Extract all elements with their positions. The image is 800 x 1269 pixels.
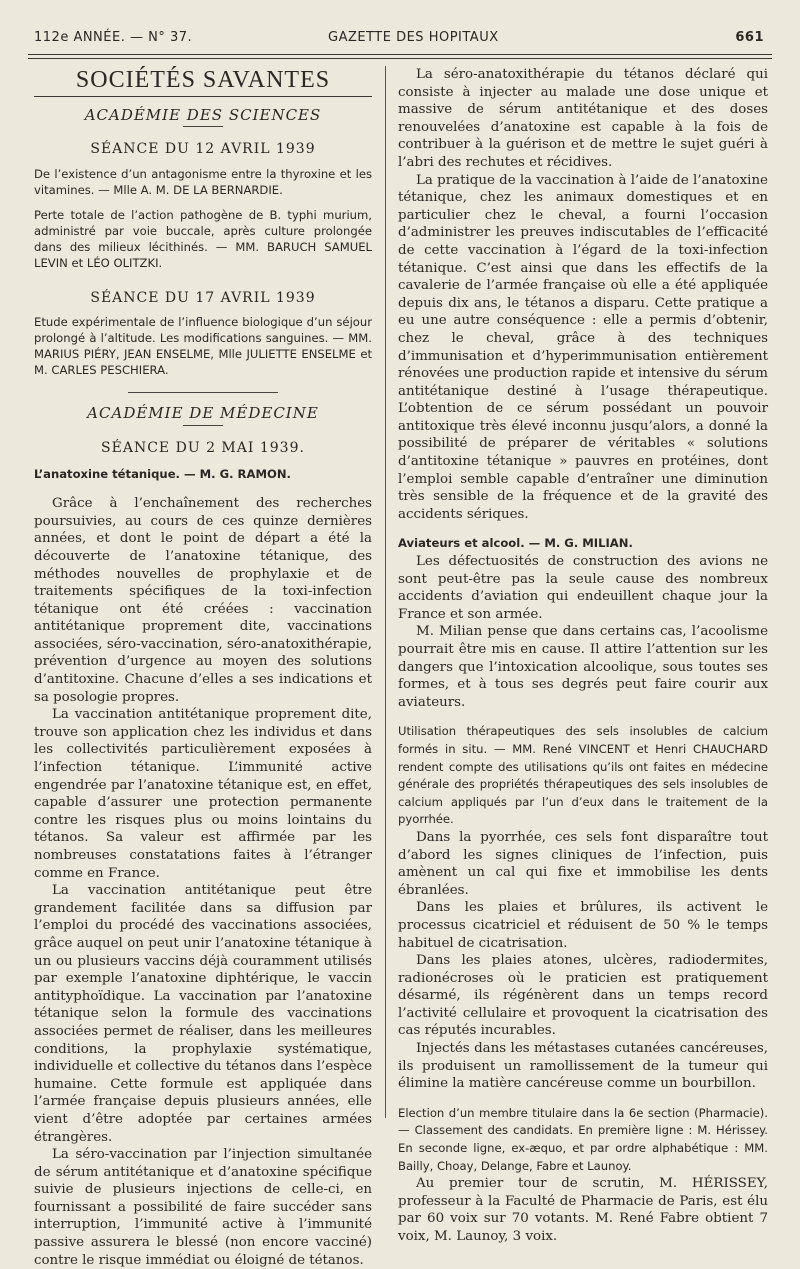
header-rule bbox=[28, 54, 772, 55]
left-paragraph-3: La vaccination antitétanique peut être grandement facilitée dans sa diffusion par l’emploi du procédé des vaccinations associées, grâce auquel on peut unir l’anatoxine tétanique à un ou plusieurs vaccins déjà couramment utilisés par exemple l’anatoxine diphtérique, le vaccin antityphoïdique. La vaccination par l’anatoxine tétanique selon la formule des vaccinations associées permet de réaliser, dans les meilleures conditions, la prophylaxie systématique, individuelle et collective du tétanos dans l’espèce humaine. Cette formule est appliquée dans l’armée française depuis plusieurs années, elle vient d’être adoptée par certaines armées étrangères. bbox=[34, 883, 372, 1145]
right-paragraph-4: M. Milian pense que dans certains cas, l’acoolisme pourrait être mis en cause. Il attire l’attention sur les dangers que l’intoxication alcoolique, sous toutes ses formes, et à tous ses degrés peut faire courir aux aviateurs. bbox=[398, 624, 768, 710]
running-header bbox=[28, 30, 772, 52]
left-column bbox=[34, 66, 372, 1269]
column-divider bbox=[385, 66, 386, 1118]
right-paragraph-7: Dans les plaies atones, ulcères, radiodermites, radionécroses où le praticien est pratiquement désarmé, ils régénèrent dans un temps record l’activité cellulaire et provoquent la cicatrisation des cas réputés incurables. bbox=[398, 953, 768, 1039]
academy-medecine-heading: ACADÉMIE DE MÉDECINE bbox=[87, 404, 319, 423]
ramon-heading: L’anatoxine tétanique. — M. G. RAMON. bbox=[34, 466, 291, 481]
communication-1: De l’existence d’un antagonisme entre la thyroxine et les vitamines. — Mlle A. M. DE LA BERNARDIE. bbox=[34, 166, 372, 197]
election-paragraph: Election d’un membre titulaire dans la 6e section (Pharmacie). — Classement des candidats. En première ligne : M. Hérissey. En seconde ligne, ex-æquo, et par ordre alphabétique : MM. Bailly, Choay, Delange, Fabre et Launoy. bbox=[398, 1105, 768, 1173]
section-title: SOCIÉTÉS SAVANTES bbox=[75, 67, 331, 93]
right-paragraph-6: Dans les plaies et brûlures, ils activent le processus cicatriciel et réduisent de 50 % le temps habituel de cicatrisation. bbox=[398, 900, 768, 951]
seance-heading-2: SÉANCE DU 17 AVRIL 1939 bbox=[90, 289, 316, 306]
right-paragraph-8: Injectés dans les métastases cutanées cancéreuses, ils produisent un ramollissement de la tumeur qui élimine la matière cancéreuse comme un bourbillon. bbox=[398, 1041, 768, 1092]
seance-heading-3: SÉANCE DU 2 MAI 1939. bbox=[101, 439, 305, 456]
left-paragraph-1: Grâce à l’enchaînement des recherches poursuivies, au cours de ces quinze dernières années, et dont le point de départ a été la découverte de l’anatoxine tétanique, des méthodes nouvelles de prophylaxie et de traitements spécifiques de la toxi-infection tétanique ont été créées : vaccination antitétanique proprement dite, vaccinations associées, séro-vaccination, séro-anatoxithérapie, prévention d’urgence au moyen des solutions d’antitoxine. Chacune d’elles a ses indications et sa posologie propres. bbox=[34, 496, 372, 705]
header-rule-2 bbox=[28, 58, 772, 59]
left-paragraph-2: La vaccination antitétanique proprement dite, trouve son application chez les individus et dans les collectivités particulièrement exposées à l’infection tétanique. L’immunité active engendrée par l’anatoxine tétanique est, en effet, capable d’assurer une protection permanente contre les risques plus ou moins lointains du tétanos. Sa valeur est affirmée par les nombreuses constatations faites à l’étranger comme en France. bbox=[34, 707, 372, 881]
right-paragraph-3: Les défectuosités de construction des avions ne sont peut-être pas la seule cause des nombreux accidents d’aviation qui endeuillent chaque jour la France et son armée. bbox=[398, 554, 768, 622]
communication-2: Perte totale de l’action pathogène de B. typhi murium, administré par voie buccale, après culture prolongée dans des milieux lécithinés. — MM. BARUCH SAMUEL LEVIN et LÉO OLITZKI. bbox=[34, 208, 372, 270]
title-rule bbox=[34, 96, 372, 97]
right-paragraph-5: Dans la pyorrhée, ces sels font disparaître tout d’abord les signes cliniques de l’infection, puis amènent un cal qui fixe et immobilise les dents ébranlées. bbox=[398, 829, 768, 898]
right-paragraph-2: La pratique de la vaccination à l’aide de l’anatoxine tétanique, chez les animaux domestiques et en particulier chez le cheval, a fourni l’occasion d’administrer les preuves indiscutables de l’efficacité de cette vaccination à l’égard de la toxi-infection tétanique. C’est ainsi que dans les effectifs de la cavalerie de l’armée française où elle a été appliquée depuis dix ans, le tétanos a disparu. Cette pratique a eu une autre conséquence : elle a permis d’obtenir, chez le cheval, grâce à des techniques d’immunisation et d’hyperimmunisation entièrement rénovées une production rapide et intensive du sérum antitétanique destiné à l’usage thérapeutique. L’obtention de ce sérum possédant un pouvoir antitoxique très élevé inconnu jusqu’alors, a donné la possibilité de préparer de véritables « solutions d’antitoxine tétanique » pauvres en protéines, dont l’emploi semble capable d’entraîner une diminution très sensible de la fréquence et de la gravité des accidents sériques. bbox=[398, 172, 768, 522]
communication-3: Etude expérimentale de l’influence biologique d’un séjour prolongé à l’altitude. Les modifications sanguines. — MM. MARIUS PIÉRY, JEAN ENSELME, Mlle JULIETTE ENSELME et M. CARLES PESCHIERA. bbox=[34, 315, 372, 377]
journal-title: GAZETTE DES HOPITAUX bbox=[328, 30, 499, 45]
aviateurs-heading: Aviateurs et alcool. — M. G. MILIAN. bbox=[398, 536, 633, 551]
short-rule-2 bbox=[183, 425, 223, 426]
page-number: 661 bbox=[735, 30, 764, 45]
issue-number: 112e ANNÉE. — N° 37. bbox=[34, 30, 193, 45]
seance-heading-1: SÉANCE DU 12 AVRIL 1939 bbox=[90, 141, 316, 158]
section-rule bbox=[128, 392, 278, 393]
academy-sciences-heading: ACADÉMIE DES SCIENCES bbox=[84, 105, 322, 124]
right-paragraph-9: Au premier tour de scrutin, M. HÉRISSEY, professeur à la Faculté de Pharmacie de Paris, est élu par 60 voix sur 70 votants. M. René Fabre obtient 7 voix, M. Launoy, 3 voix. bbox=[398, 1176, 768, 1244]
utilisation-paragraph: Utilisation thérapeutiques des sels insolubles de calcium formés in situ. — MM. René VINCENT et Henri CHAUCHARD rendent compte des utilisations qu’ils ont faites en médecine générale des propriétés thérapeutiques des sels insolubles de calcium appliqués par l’un d’eux dans le traitement de la pyorrhée. bbox=[398, 724, 768, 827]
left-paragraph-4: La séro-vaccination par l’injection simultanée de sérum antitétanique et d’anatoxine spécifique suivie de plusieurs injections de celle-ci, en fournissant a possibilité de faire succéder sans interruption, l’immunité active à l’immunité passive assurera le blessé (non encore vacciné) contre le risque immédiat ou éloigné de tétanos. bbox=[34, 1147, 372, 1268]
right-column bbox=[398, 66, 768, 1246]
right-paragraph-1: La séro-anatoxithérapie du tétanos déclaré qui consiste à injecter au malade une dose unique et massive de sérum antitétanique et des doses renouvelées d’anatoxine est capable à la fois de contribuer à la guérison et de mettre le sujet guéri à l’abri des rechutes et récidives. bbox=[398, 67, 768, 170]
short-rule bbox=[183, 126, 223, 127]
